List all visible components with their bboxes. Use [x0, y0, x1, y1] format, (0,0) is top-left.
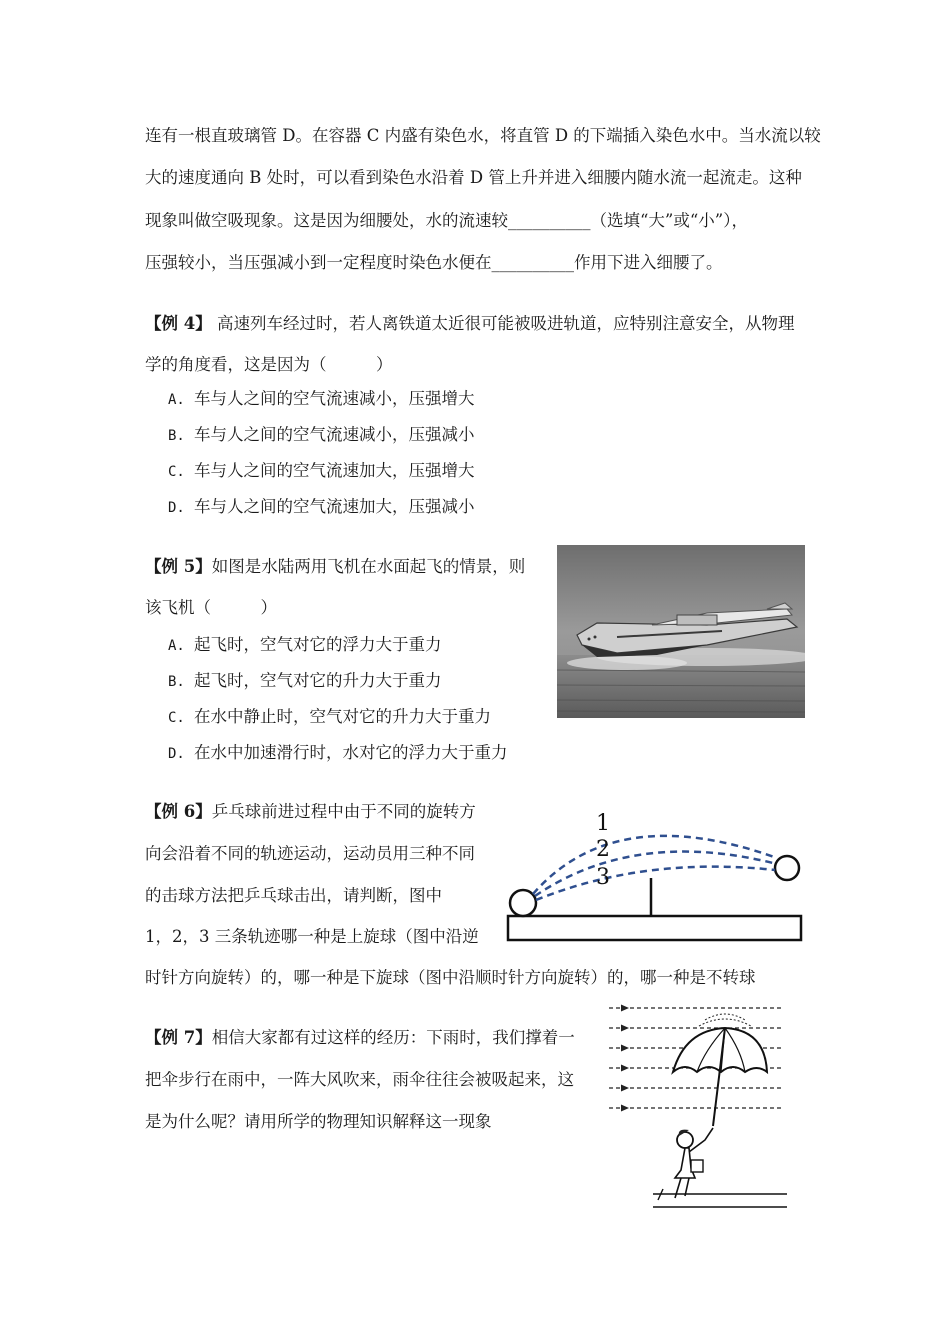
ex5-line-2: 该飞机（ ） [145, 598, 277, 617]
ex7-line-1 [145, 1028, 575, 1048]
ex5-tag: 【例 5】 [145, 557, 212, 576]
ex4-option-c: C. 车与人之间的空气流速加大，压强增大 [168, 461, 475, 480]
ex4-line-2: 学的角度看，这是因为（ ） [145, 355, 393, 374]
table-surface [508, 916, 801, 940]
ex6-tag: 【例 6】 [145, 802, 212, 821]
intro-line-1: 连有一根直玻璃管 D。在容器 C 内盛有染色水，将直管 D 的下端插入染色水中。当水流以较 [145, 126, 821, 145]
pingpong-trajectory-diagram [505, 808, 807, 950]
ex7-text-1: 相信大家都有过这样的经历：下雨时，我们撑着一 [211, 1028, 575, 1047]
ex5-option-a: A. 起飞时，空气对它的浮力大于重力 [168, 635, 442, 654]
ex4-line-1 [145, 314, 794, 334]
umbrella-wind-diagram [605, 1000, 787, 1214]
intro-line-4: 压强较小，当压强减小到一定程度时染色水便在__________作用下进入细腰了。 [145, 253, 723, 272]
ex5-option-c: C. 在水中静止时，空气对它的升力大于重力 [168, 707, 491, 726]
ex7-line-2: 把伞步行在雨中，一阵大风吹来，雨伞往往会被吸起来，这 [145, 1070, 574, 1089]
ex6-line-1 [145, 802, 476, 822]
ex6-line-4: 1，2，3 三条轨迹哪一种是上旋球（图中沿逆 [145, 927, 479, 946]
ex5-option-d: D. 在水中加速滑行时，水对它的浮力大于重力 [168, 743, 508, 762]
trajectory-3 [536, 867, 775, 900]
wind-arrowheads [621, 1005, 629, 1112]
ex6-line-3: 的击球方法把乒乓球击出，请判断，图中 [145, 886, 442, 905]
trajectory-1 [533, 836, 777, 894]
intro-line-3: 现象叫做空吸现象。这是因为细腰处，水的流速较__________（选填“大”或“小”）， [145, 211, 748, 230]
ex6-line-5: 时针方向旋转）的，哪一种是下旋球（图中沿顺时针方向旋转）的，哪一种是不转球 [145, 968, 756, 987]
ex7-line-3: 是为什么呢？请用所学的物理知识解释这一现象 [145, 1112, 492, 1131]
ex7-tag: 【例 7】 [145, 1028, 212, 1047]
trajectory-label-2: 2 [596, 837, 610, 862]
trajectory-2 [535, 852, 777, 896]
trajectory-label-3: 3 [596, 865, 610, 890]
ex6-line-2: 向会沿着不同的轨迹运动，运动员用三种不同 [145, 844, 475, 863]
ball-end [775, 856, 799, 880]
intro-line-2: 大的速度通向 B 处时，可以看到染色水沿着 D 管上升并进入细腰内随水流一起流走。这种 [145, 168, 802, 187]
ball-start [510, 890, 536, 916]
seaplane-photo [557, 545, 805, 718]
ex4-option-b: B. 车与人之间的空气流速减小，压强减小 [168, 425, 475, 444]
ex5-option-b: B. 起飞时，空气对它的升力大于重力 [168, 671, 442, 690]
ex4-option-d: D. 车与人之间的空气流速加大，压强减小 [168, 497, 475, 516]
trajectory-label-1: 1 [596, 811, 610, 836]
ex4-option-a: A. 车与人之间的空气流速减小，压强增大 [168, 389, 475, 408]
ex6-text-1: 乒乓球前进过程中由于不同的旋转方 [211, 802, 476, 821]
ex4-tag: 【例 4】 [145, 314, 212, 333]
ex5-text-1: 如图是水陆两用飞机在水面起飞的情景，则 [211, 557, 526, 576]
ex5-line-1 [145, 557, 525, 577]
ex4-text-1: 高速列车经过时，若人离铁道太近很可能被吸进轨道，应特别注意安全，从物理 [211, 314, 795, 333]
